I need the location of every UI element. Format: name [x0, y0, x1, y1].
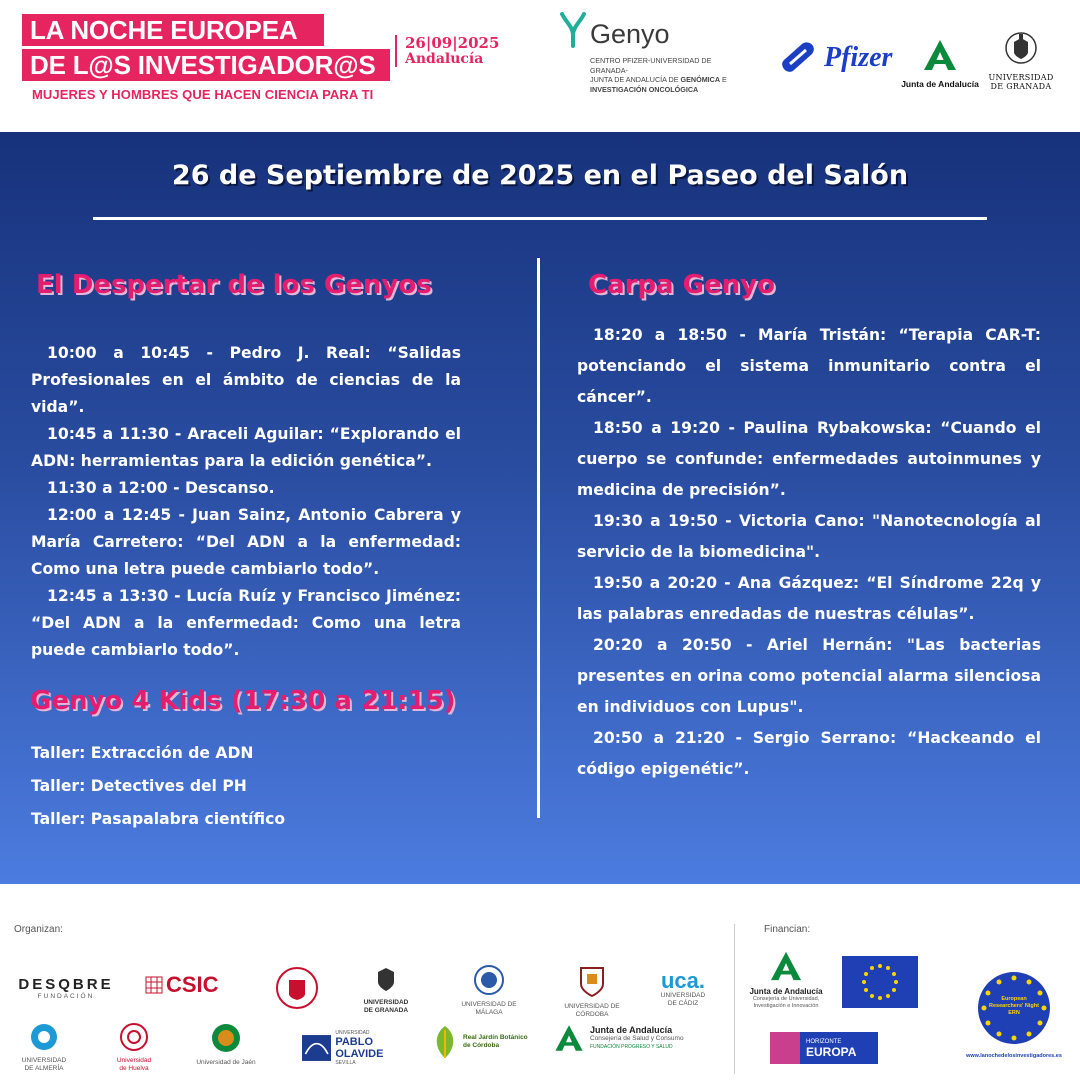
kids-workshops [31, 740, 285, 839]
uco-logo [552, 964, 632, 1019]
event-date-block [395, 35, 499, 67]
workshop-item: Taller: Detectives del PH [31, 777, 247, 795]
ual-logo [18, 1022, 70, 1073]
uma-seal-icon [473, 964, 505, 996]
junta-andalucia-logo [898, 38, 982, 89]
junta-financia-logo [744, 950, 828, 1010]
eu-flag-icon [842, 956, 918, 1008]
jardin-text [463, 1034, 528, 1050]
event-date: 26|09|2025 [405, 34, 500, 52]
ugr-footer-line1: UNIVERSIDAD [363, 999, 409, 1006]
uca-wordmark: uca. [660, 968, 706, 993]
uca-logo [652, 970, 714, 1008]
ujaen-logo [192, 1022, 260, 1067]
carpa-schedule [577, 320, 1041, 785]
ern-label [976, 996, 1052, 1017]
workshop-item: Taller: Extracción de ADN [31, 744, 254, 762]
upo-icon [302, 1033, 331, 1063]
genyo-sub-line2 [590, 75, 750, 85]
main-panel [0, 132, 1080, 884]
schedule-item: 12:45 a 13:30 - Lucía Ruíz y Francisco Jiménez: “Del ADN a la enfermedad: Como una letra puede cambiarlo todo”. [31, 587, 461, 659]
pfizer-pill-icon [780, 38, 820, 78]
ual-seal-icon [29, 1022, 59, 1052]
horizonte-label: HORIZONTE [806, 1038, 842, 1045]
event-region: Andalucía [405, 51, 484, 67]
junta-salud-sub: Consejería de Salud y Consumo [590, 1035, 684, 1042]
page-title: 26 de Septiembre de 2025 en el Paseo del Salón [171, 160, 909, 191]
upo-top: UNIVERSIDAD [335, 1030, 370, 1036]
junta-financia-sub1: Consejería de Universidad, [752, 996, 820, 1002]
junta-salud-sub2: FUNDACIÓN PROGRESO Y SALUD [590, 1044, 673, 1050]
ern-line1: European [1001, 996, 1027, 1002]
column-divider [537, 258, 540, 818]
junta-salud-title: Junta de Andalucía [590, 1025, 673, 1035]
junta-salud-icon [552, 1022, 586, 1054]
uhu-line2: de Huelva [119, 1065, 149, 1072]
event-tagline: MUJERES Y HOMBRES QUE HACEN CIENCIA PARA TI [32, 87, 374, 102]
csic-wordmark: CSIC [166, 972, 219, 997]
uma-label: UNIVERSIDAD DE MÁLAGA [461, 1001, 517, 1016]
ugr-label-line2: DE GRANADA [990, 82, 1052, 91]
section-heading-kids: Genyo 4 Kids (17:30 a 21:15) [30, 686, 456, 716]
horizonte-europa-text [806, 1038, 856, 1059]
genyo-wordmark: Genyo [590, 19, 670, 49]
event-title-line2: DE L@S INVESTIGADOR@S [22, 49, 390, 81]
ugr-logo [986, 30, 1056, 91]
uco-crest-icon [577, 964, 607, 998]
upo-main: PABLO OLAVIDE [335, 1036, 384, 1060]
upo-text [335, 1030, 412, 1066]
section-heading-carpa: Carpa Genyo [588, 270, 775, 300]
schedule-item: 18:20 a 18:50 - María Tristán: “Terapia CAR-T: potenciando el sistema inmunitario contra el cáncer”. [577, 326, 1041, 406]
schedule-item: 19:30 a 19:50 - Victoria Cano: "Nanotecnología al servicio de la biomedicina". [577, 512, 1041, 561]
despertar-schedule [31, 340, 461, 664]
schedule-item: 10:45 a 11:30 - Araceli Aguilar: “Explorando el ADN: herramientas para la edición genética”. [31, 425, 461, 470]
genyo-sub-line2-post: E [720, 75, 727, 84]
ugr-crest-icon [1004, 30, 1038, 66]
junta-salud-text [590, 1025, 684, 1051]
jardin-botanico-logo [430, 1024, 530, 1060]
funders-label: Financian: [764, 924, 811, 935]
junta-financia-title: Junta de Andalucía [749, 987, 823, 996]
ual-line2: DE ALMERÍA [24, 1065, 64, 1072]
jardin-line2: de Córdoba [463, 1042, 500, 1049]
schedule-item: 20:20 a 20:50 - Ariel Hernán: "Las bacterias presentes en orina como potencial alarma silenciosa en individuos con Lupus". [577, 636, 1041, 716]
pfizer-logo [780, 38, 892, 78]
junta-andalucia-icon [920, 38, 960, 72]
eu-flag-logo [842, 956, 918, 1013]
horizonte-europa-mark [770, 1032, 800, 1064]
csic-grid-icon [145, 976, 163, 994]
ern-line2: Researchers' Night [989, 1003, 1039, 1009]
csic-logo [145, 972, 243, 998]
ern-logo [950, 970, 1078, 1059]
schedule-item: 19:50 a 20:20 - Ana Gázquez: “El Síndrome 22q y las palabras enredadas de nuestras células”. [577, 574, 1041, 623]
uhu-logo [108, 1022, 160, 1073]
upo-logo [302, 1030, 412, 1066]
genyo-icon [558, 12, 588, 48]
footer [0, 884, 1080, 1080]
schedule-item: 18:50 a 19:20 - Paulina Rybakowska: “Cuando el cuerpo se confunde: enfermedades autoinmunes y medicina de precisión”. [577, 419, 1041, 499]
junta-financia-sub2: Investigación e Innovación [753, 1003, 819, 1009]
jardin-line1: Real Jardín Botánico [463, 1034, 528, 1041]
genyo-logo [558, 12, 748, 112]
junta-financia-icon [767, 950, 805, 982]
upo-bottom: SEVILLA [335, 1060, 356, 1066]
workshop-item: Taller: Pasapalabra científico [31, 810, 286, 828]
genyo-sub-line1: CENTRO PFIZER-UNIVERSIDAD DE GRANADA- [590, 56, 712, 75]
uma-logo [448, 964, 530, 1017]
uhu-seal-icon [119, 1022, 149, 1052]
junta-salud-logo [552, 1022, 692, 1054]
ujaen-seal-icon [210, 1022, 242, 1054]
genyo-sub-line2-pre: JUNTA DE ANDALUCÍA DE [590, 75, 681, 84]
junta-andalucia-label: Junta de Andalucía [901, 79, 979, 89]
schedule-item: 10:00 a 10:45 - Pedro J. Real: “Salidas Profesionales en el ámbito de ciencias de la vida”. [31, 344, 461, 416]
ugr-label [986, 73, 1056, 91]
us-logo [273, 966, 321, 1015]
section-heading-despertar: El Despertar de los Genyos [36, 270, 432, 300]
ern-line3: ERN [1008, 1010, 1020, 1016]
event-title [22, 14, 390, 81]
genyo-sub-line3: INVESTIGACIÓN ONCOLÓGICA [590, 84, 699, 94]
header [0, 0, 1080, 132]
uca-sub-line2: DE CÁDIZ [667, 1000, 699, 1007]
schedule-item: 11:30 a 12:00 - Descanso. [47, 479, 275, 497]
horizonte-europa-logo [770, 1032, 878, 1064]
ugr-label-line1: UNIVERSIDAD [988, 73, 1054, 82]
descubre-logo [14, 976, 118, 1001]
universidad-sevilla-seal-icon [275, 966, 319, 1010]
ugr-footer-logo [355, 966, 417, 1015]
ern-website-link[interactable]: www.lanochedelosinvestigadores.es [966, 1053, 1062, 1059]
descubre-wordmark: DESQBRE [18, 976, 114, 993]
schedule-item: 12:00 a 12:45 - Juan Sainz, Antonio Cabrera y María Carretero: “Del ADN a la enfermedad: Como una letra puede cambiarlo todo”. [31, 506, 461, 578]
uco-label: UNIVERSIDAD DE CÓRDOBA [564, 1003, 620, 1018]
uhu-line1: Universidad [116, 1057, 152, 1064]
ujaen-label: Universidad de Jaén [196, 1059, 256, 1066]
uca-sub-line1: UNIVERSIDAD [660, 992, 706, 999]
genyo-sub-line2-bold: GENÓMICA [680, 75, 721, 84]
schedule-item: 20:50 a 21:20 - Sergio Serrano: “Hackeando el código epigenétic”. [577, 729, 1041, 778]
jardin-leaf-icon [430, 1024, 460, 1060]
ugr-footer-line2: DE GRANADA [363, 1007, 409, 1014]
title-divider [93, 217, 987, 220]
pfizer-wordmark: Pfizer [824, 42, 893, 73]
descubre-sub: FUNDACIÓN [37, 993, 95, 1000]
footer-divider [734, 924, 735, 1074]
event-title-line1: LA NOCHE EUROPEA [22, 14, 324, 46]
ugr-footer-crest-icon [373, 966, 399, 994]
genyo-subtitle [590, 56, 750, 94]
ual-line1: UNIVERSIDAD [21, 1057, 67, 1064]
organizers-label: Organizan: [14, 924, 63, 935]
europa-label: EUROPA [806, 1044, 857, 1059]
